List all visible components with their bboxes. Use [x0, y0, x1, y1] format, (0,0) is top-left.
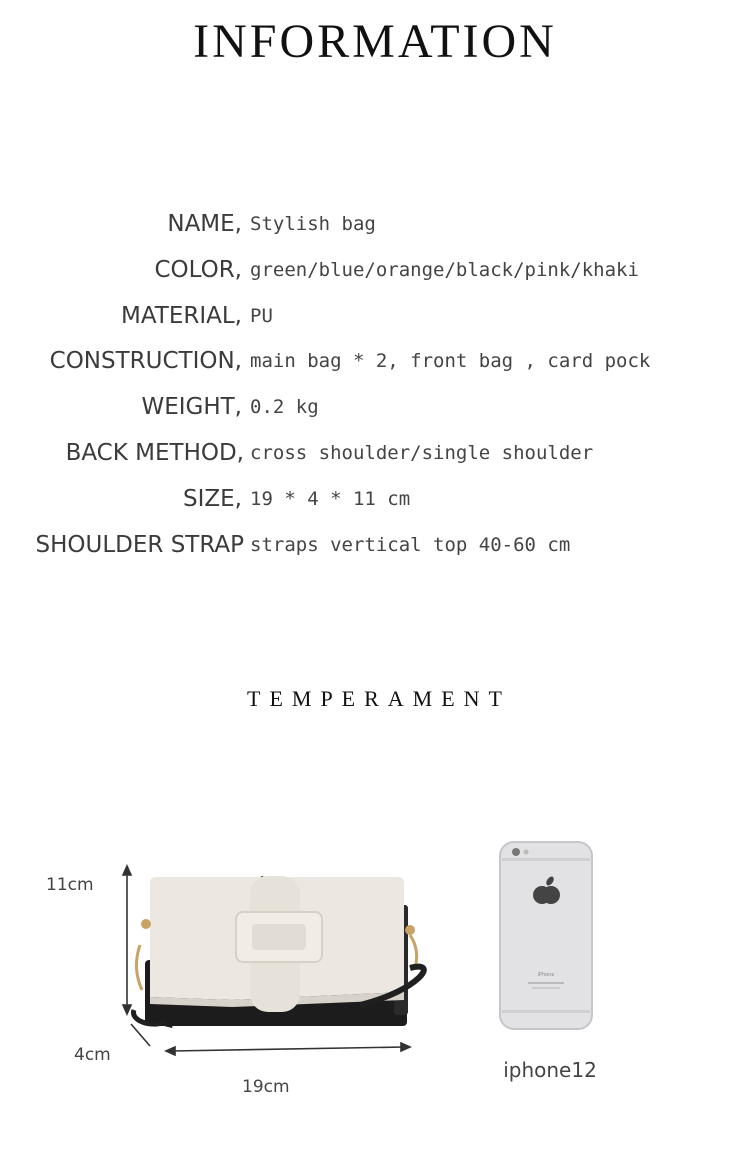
spec-value: Stylish bag — [250, 213, 376, 235]
spec-value: green/blue/orange/black/pink/khaki — [250, 259, 639, 281]
spec-label: CONSTRUCTION, — [49, 348, 242, 374]
phone-icon — [500, 842, 592, 1029]
spec-value: PU — [250, 305, 273, 327]
svg-text:iPhone: iPhone — [537, 972, 555, 978]
spec-value: cross shoulder/single shoulder — [250, 442, 594, 464]
width-label: 19cm — [242, 1077, 290, 1097]
depth-label: 4cm — [74, 1045, 111, 1065]
spec-value: 0.2 kg — [250, 396, 319, 418]
width-dimension-line — [172, 1047, 404, 1051]
spec-value: straps vertical top 40-60 cm — [250, 534, 571, 556]
spec-label: BACK METHOD, — [65, 440, 244, 466]
height-label: 11cm — [46, 875, 94, 895]
page-title: INFORMATION — [193, 15, 557, 68]
spec-label: MATERIAL, — [121, 303, 242, 329]
spec-value: main bag * 2, front bag , card pock — [250, 350, 651, 372]
spec-label: WEIGHT, — [141, 394, 242, 420]
spec-label: COLOR, — [154, 257, 242, 283]
spec-value: 19 * 4 * 11 cm — [250, 488, 411, 510]
phone-caption: iphone12 — [503, 1058, 597, 1082]
depth-dimension-line — [131, 1024, 150, 1046]
spec-label: SHOULDER STRAP — [35, 532, 244, 558]
bag-icon — [133, 876, 423, 1028]
section-title: TEMPERAMENT — [247, 686, 511, 711]
spec-label: SIZE, — [183, 486, 242, 512]
spec-label: NAME, — [167, 211, 242, 237]
